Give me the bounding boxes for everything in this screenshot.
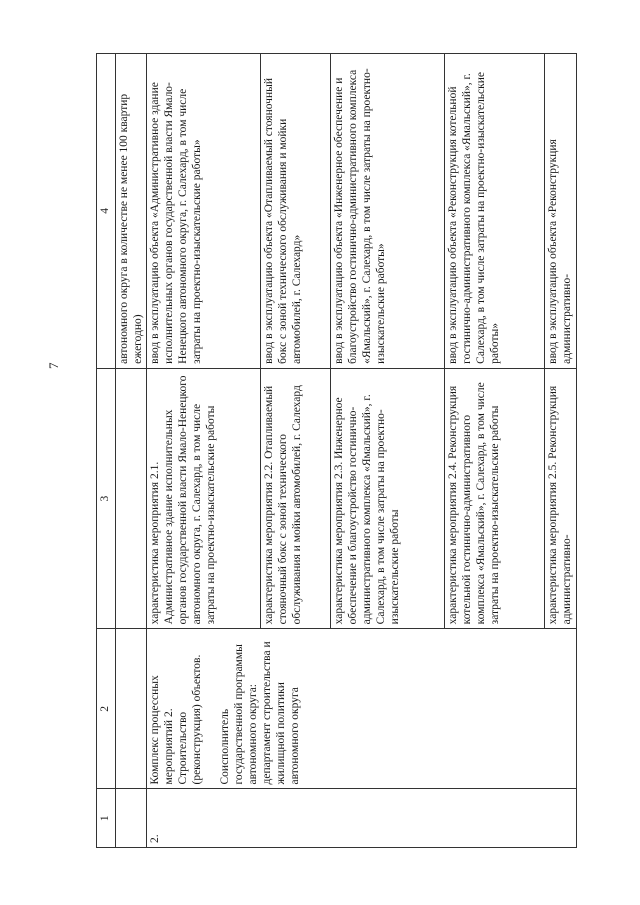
characteristic-cell: характеристика мероприятия 2.4. Реконструкция котельной гостинично-административного комплекса «Ямальский», г. Салехард, в том числе затраты на проектно-изыскательские работы bbox=[445, 368, 545, 628]
characteristic-cell: характеристика мероприятия 2.1. Административное здание исполнительных органов государственной власти Ямало-Ненецкого автономного округа, г. Салехард, в том числе затраты на проектно-изыскательские работы bbox=[147, 368, 261, 628]
executor-label: Соисполнитель государственной программы автономного округа: bbox=[219, 644, 259, 785]
group-title-cell bbox=[147, 629, 577, 789]
result-cell: ввод в эксплуатацию объекта «Отапливаемый стояночный бокс с зоной технического обслуживания и мойки автомобилей, г. Салехард» bbox=[261, 54, 331, 369]
header-cell-3: 3 bbox=[97, 368, 116, 628]
result-cell: ввод в эксплуатацию объекта «Инженерное обеспечение и благоустройство гостинично-административного комплекса «Ямальский», г. Салехард, в том числе затраты на проектно-изыскательские работы» bbox=[331, 54, 445, 369]
page-number: 7 bbox=[46, 362, 61, 369]
characteristic-cell: характеристика мероприятия 2.3. Инженерное обеспечение и благоустройство гостинично-административного комплекса «Ямальский», г. Салехард, в том числе затраты на проектно-изыскательские работы bbox=[331, 368, 445, 628]
rotated-table-container bbox=[96, 53, 573, 848]
continuation-cell-2 bbox=[116, 629, 147, 789]
characteristic-cell: характеристика мероприятия 2.2. Отапливаемый стояночный бокс с зоной технического обслуживания и мойки автомобилей, г. Салехард bbox=[261, 368, 331, 628]
result-cell: ввод в эксплуатацию объекта «Реконструкция административно- bbox=[545, 54, 577, 369]
complex-title: Комплекс процессных мероприятий 2. Строительство (реконструкция) объектов. bbox=[149, 654, 203, 785]
header-cell-1: 1 bbox=[97, 789, 116, 848]
result-cell: ввод в эксплуатацию объекта «Реконструкция котельной гостинично-административного комплекса «Ямальский», г. Салехард, в том числе затраты на проектно-изыскательские работы» bbox=[445, 54, 545, 369]
executor-name: департамент строительства и жилищной политики автономного округа bbox=[261, 641, 301, 785]
continuation-cell-3 bbox=[116, 368, 147, 628]
table-row bbox=[147, 54, 261, 848]
characteristic-cell: характеристика мероприятия 2.5. Реконструкция административно- bbox=[545, 368, 577, 628]
header-cell-4: 4 bbox=[97, 54, 116, 369]
group-number-cell: 2. bbox=[147, 789, 577, 848]
program-table bbox=[96, 53, 577, 848]
header-row bbox=[97, 54, 116, 848]
continuation-cell-1 bbox=[116, 789, 147, 848]
result-cell: ввод в эксплуатацию объекта «Административное здание исполнительных органов государственной власти Ямало-Ненецкого автономного округа, г. Салехард, в том числе затраты на проектно-изыскательские работы» bbox=[147, 54, 261, 369]
header-cell-2: 2 bbox=[97, 629, 116, 789]
continuation-result-cell: автономного округа в количестве не менее 100 квартир ежегодно) bbox=[116, 54, 147, 369]
table-row-continuation bbox=[116, 54, 147, 848]
